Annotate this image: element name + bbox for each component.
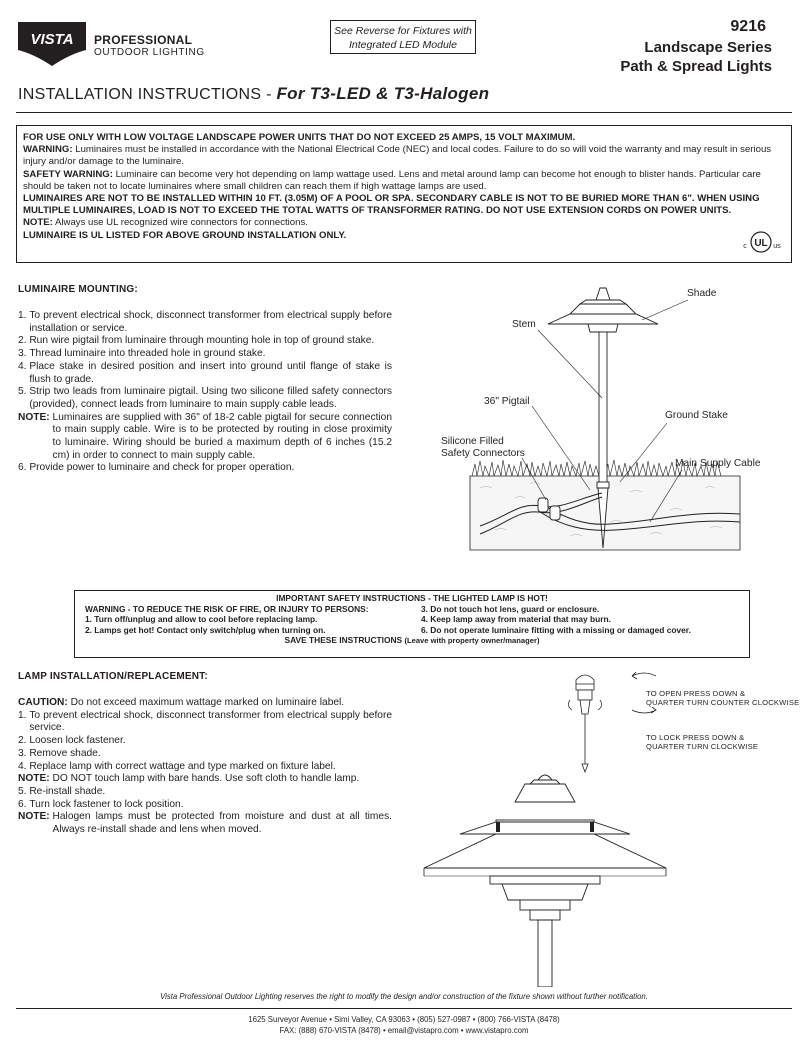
step-text: Do not exceed maximum wattage marked on luminaire label. [70,697,345,708]
vista-logo [16,20,88,68]
series-line-2: Path & Spread Lights [620,58,772,75]
brand [94,34,205,58]
lamp-title: LAMP INSTALLATION/REPLACEMENT: [18,671,208,682]
step-number: 6. [18,462,30,474]
step-number: 3. [18,747,30,759]
step-number: 6. [18,798,30,810]
logo-text: VISTA [30,31,74,48]
reverse-note-box [330,20,476,54]
step-text: Strip two leads from luminaire pigtail. Using two silicone filled safety connectors (provided), connect leads from luminaire to main supply cable leads. [29,386,392,410]
step-number: NOTE: [18,773,53,785]
warning-label: WARNING: [23,144,73,156]
step-item [18,799,392,812]
step-text: Thread luminaire into threaded hole in ground stake. [29,348,266,360]
address [0,1015,808,1036]
safety-line: 6. Do not operate luminaire fitting with a missing or damaged cover. [421,624,691,635]
safety-column-2 [421,604,741,636]
svg-text:c: c [743,243,747,250]
step-item [18,310,392,335]
step-number: 4. [18,760,30,772]
step-item [18,462,392,475]
lamp-steps [18,697,392,837]
step-item [18,748,392,761]
step-number: 4. [18,360,30,372]
step-item [18,773,392,786]
label-safety-connectors [441,436,525,460]
open-instruction-line-1: TO OPEN PRESS DOWN & [646,689,746,698]
label-stem: Stem [512,319,536,330]
safety-foot-small: (Leave with property owner/manager) [404,636,540,645]
step-item [18,697,392,710]
svg-text:us: us [773,243,781,250]
safety-line: 2. Lamps get hot! Contact only switch/plug when turning on. [85,624,326,635]
address-line-2: FAX: (888) 670-VISTA (8478) • email@vistapro.com • www.vistapro.com [279,1025,529,1035]
step-number: NOTE: [18,411,53,423]
step-item [18,412,392,463]
footer-divider [16,1008,792,1009]
svg-text:UL: UL [754,238,768,249]
step-number: 5. [18,386,30,398]
lamp-diagram [420,662,670,987]
safety-foot-main: SAVE THESE INSTRUCTIONS [284,635,405,645]
title-main: INSTALLATION INSTRUCTIONS - [18,86,277,103]
step-item [18,735,392,748]
step-text: Loosen lock fastener. [29,735,126,747]
pool-warning: LUMINAIRES ARE NOT TO BE INSTALLED WITHIN 10 FT. (3.05M) OF A POOL OR SPA. SECONDARY CABLE IS NOT TO BE BURIED MORE THAN 6". WHEN USING MULTIPLE LUMINAIRES, LOAD IS NOT TO EXCEED THE TOTAL WATTS OF TRANSFORMER RATING. DO NOT USE EXTENSION CORDS ON POWER UNITS. [23,193,760,217]
safety-line: 3. Do not touch hot lens, guard or enclosure. [421,603,600,614]
step-number: 2. [18,735,30,747]
step-item [18,786,392,799]
step-text: Replace lamp with correct wattage and type marked on fixture label. [29,760,336,772]
warning-box [16,125,792,263]
step-text: DO NOT touch lamp with bare hands. Use soft cloth to handle lamp. [52,773,360,785]
step-number: 1. [18,310,30,321]
safety-line: 1. Turn off/unplug and allow to cool before replacing lamp. [85,614,318,624]
step-item [18,811,392,836]
label-pigtail: 36" Pigtail [484,396,530,407]
mounting-steps [18,310,392,475]
safety-line: WARNING - TO REDUCE THE RISK OF FIRE, OR INJURY TO PERSONS: [85,603,369,614]
safety-column-1 [85,604,421,636]
step-text: Re-install shade. [29,785,106,797]
step-number: 2. [18,335,30,347]
label-shade: Shade [687,288,717,299]
ul-listed-text: LUMINAIRE IS UL LISTED FOR ABOVE GROUND INSTALLATION ONLY. [23,229,347,241]
warning-line-voltage: FOR USE ONLY WITH LOW VOLTAGE LANDSCAPE POWER UNITS THAT DO NOT EXCEED 25 AMPS, 15 VOLT MAXIMUM. [23,132,576,143]
reverse-note-line-1: See Reverse for Fixtures with [334,25,472,37]
label-main-supply-cable: Main Supply Cable [675,458,761,469]
step-text: Turn lock fastener to lock position. [29,798,184,810]
open-instruction-line-2: QUARTER TURN COUNTER CLOCKWISE [646,698,800,708]
step-item [18,348,392,361]
safety-warning-text: Luminaire can become very hot depending on lamp wattage used. Lens and metal around lamp can become hot enough to blister hands. Particular care should be taken not to locate luminaires where small children can reach them if high wattage lamps are used. [23,168,761,192]
safety-head: IMPORTANT SAFETY INSTRUCTIONS - THE LIGHTED LAMP IS HOT! [276,593,548,603]
brand-line-2: OUTDOOR LIGHTING [94,47,205,58]
series-title [620,38,772,76]
step-item [18,335,392,348]
step-item [18,386,392,411]
label-ground-stake: Ground Stake [665,410,728,421]
title-sub: For T3-LED & T3-Halogen [276,84,490,103]
step-item [18,361,392,386]
step-number: 3. [18,348,30,360]
address-line-1: 1625 Surveyor Avenue • Simi Valley, CA 93063 • (805) 527-0987 • (800) 766-VISTA (8478) [248,1015,560,1024]
series-line-1: Landscape Series [644,39,772,56]
label-safety-connectors-line-2: Safety Connectors [441,448,525,459]
step-text: To prevent electrical shock, disconnect transformer from electrical supply before service. [29,709,392,734]
step-number: NOTE: [18,811,53,823]
lock-instruction-line-2: QUARTER TURN CLOCKWISE [646,742,759,752]
safety-foot [75,635,749,647]
divider [16,112,792,113]
page-title [18,84,489,104]
lock-instruction-line-1: TO LOCK PRESS DOWN & [646,733,745,742]
step-item [18,710,392,735]
safety-line: 4. Keep lamp away from material that may burn. [421,614,611,624]
step-item [18,761,392,774]
safety-warning-label: SAFETY WARNING: [23,168,113,180]
label-safety-connectors-line-1: Silicone Filled [441,436,504,447]
step-text: Place stake in desired position and insert into ground until flange of stake is flush to grade. [29,360,392,385]
step-text: Run wire pigtail from luminaire through mounting hole in top of ground stake. [29,335,375,347]
safety-instructions-box [74,590,750,658]
mounting-title: LUMINAIRE MOUNTING: [18,284,138,295]
warning-text: Luminaires must be installed in accordance with the National Electrical Code (NEC) and local codes. Failure to do so will void the warranty and may result in serious injury and/or damage to the luminaire. [23,144,772,168]
step-text: Remove shade. [29,747,101,759]
lock-instruction [646,733,758,751]
ul-listed-icon [741,230,781,254]
step-text: Halogen lamps must be protected from moisture and dust at all times. Always re-install shade and lens when moved. [52,811,392,836]
step-number: 1. [18,709,30,721]
note-label: NOTE: [23,217,53,229]
reverse-note-line-2: Integrated LED Module [349,39,457,51]
step-number: CAUTION: [18,697,71,708]
open-instruction [646,689,799,707]
step-text: To prevent electrical shock, disconnect transformer from electrical supply before installation or service. [29,310,392,334]
brand-line-1: PROFESSIONAL [94,33,193,47]
step-number: 5. [18,785,30,797]
model-number: 9216 [730,18,766,35]
step-text: Provide power to luminaire and check for proper operation. [29,462,295,474]
step-text: Luminaires are supplied with 36" of 18-2 cable pigtail for secure connection to main supply cable. Wire is to be protected by routing in close proximity to luminaire. Wiring should be buried a maximum depth of 6 inches (15.2 cm) in order to connect to main supply cable. [52,411,392,461]
disclaimer: Vista Professional Outdoor Lighting reserves the right to modify the design and/or construction of the fixture shown without further notification. [160,992,648,1001]
mounting-diagram [420,278,790,568]
note-text: Always use UL recognized wire connectors for connections. [52,217,308,229]
